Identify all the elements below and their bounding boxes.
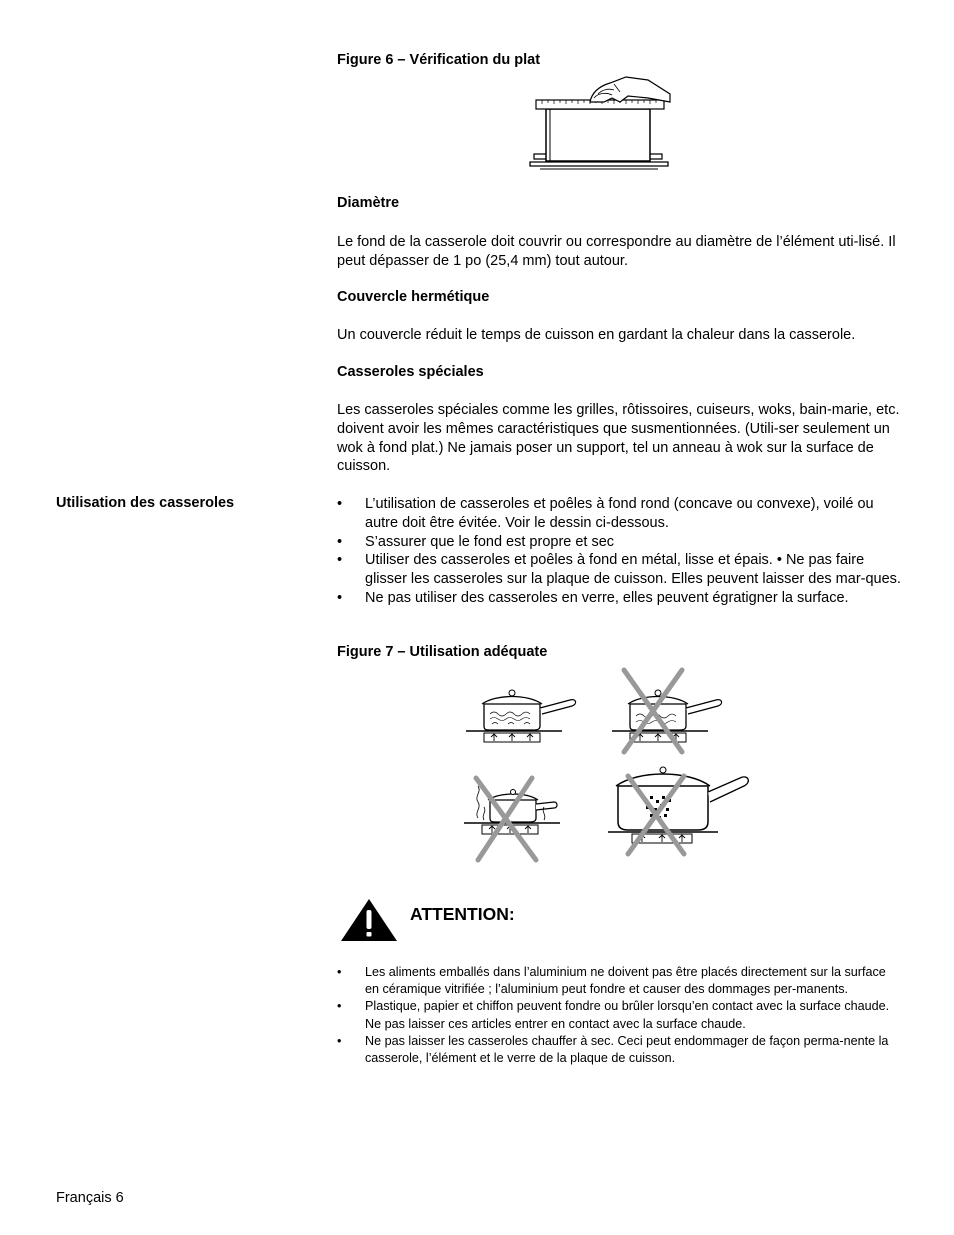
attention-list [337,964,902,1067]
diametre-heading: Diamètre [337,195,400,211]
list-item: • L’utilisation de casseroles et poêles à fond rond (concave ou convexe), voilé ou autre doit être évitée. Voir le dessin ci-dessous. [337,496,874,531]
couvercle-text: Un couvercle réduit le temps de cuisson en gardant la chaleur dans la casserole. [337,327,856,343]
utilisation-list [337,495,902,608]
list-item: • Ne pas laisser les casseroles chauffer à sec. Ceci peut endommager de façon perma-nente la casserole, l’élément et le verre de la plaque de cuisson. [337,1033,889,1066]
list-item: • Plastique, papier et chiffon peuvent fondre ou brûler lorsqu’en contact avec la surface chaude. Ne pas laisser ces articles entrer en contact avec la surface chaude. [337,999,890,1031]
figure7-illustration [460,666,755,866]
attention-label: ATTENTION: [410,904,515,924]
speciales-heading: Casseroles spéciales [337,364,484,380]
figure6-illustration [528,74,673,174]
speciales-text: Les casseroles spéciales comme les grilles, rôtissoires, cuiseurs, woks, bain-marie, etc. doivent avoir les mêmes caractéristiques que susmentionnées. (Utili-ser seulement un wok à fond plat.) Ne jamais poser un support, tel un anneau à wok sur la surface de cuisson. [337,402,900,475]
list-item: • Utiliser des casseroles et poêles à fond en métal, lisse et épais. • Ne pas faire glisser les casseroles sur la plaque de cuisson. Elles peuvent laisser des mar-ques. [337,552,901,588]
warning-icon [340,898,398,942]
page-number: Français 6 [56,1190,124,1206]
figure6-title: Figure 6 – Vérification du plat [337,52,541,68]
list-item: • S’assurer que le fond est propre et sec [337,533,615,550]
figure7-title: Figure 7 – Utilisation adéquate [337,644,548,660]
couvercle-heading: Couvercle hermétique [337,289,490,305]
diametre-text: Le fond de la casserole doit couvrir ou correspondre au diamètre de l’élément uti-lisé. Il peut dépasser de 1 po (25,4 mm) tout autour. [337,234,896,269]
utilisation-side-heading: Utilisation des casseroles [56,495,235,511]
list-item: • Les aliments emballés dans l’aluminium ne doivent pas être placés directement sur la surface en céramique vitrifiée ; l’aluminium peut fondre et causer des dommages per-manents. [337,965,886,997]
list-item: • Ne pas utiliser des casseroles en verre, elles peuvent égratigner la surface. [337,589,849,606]
